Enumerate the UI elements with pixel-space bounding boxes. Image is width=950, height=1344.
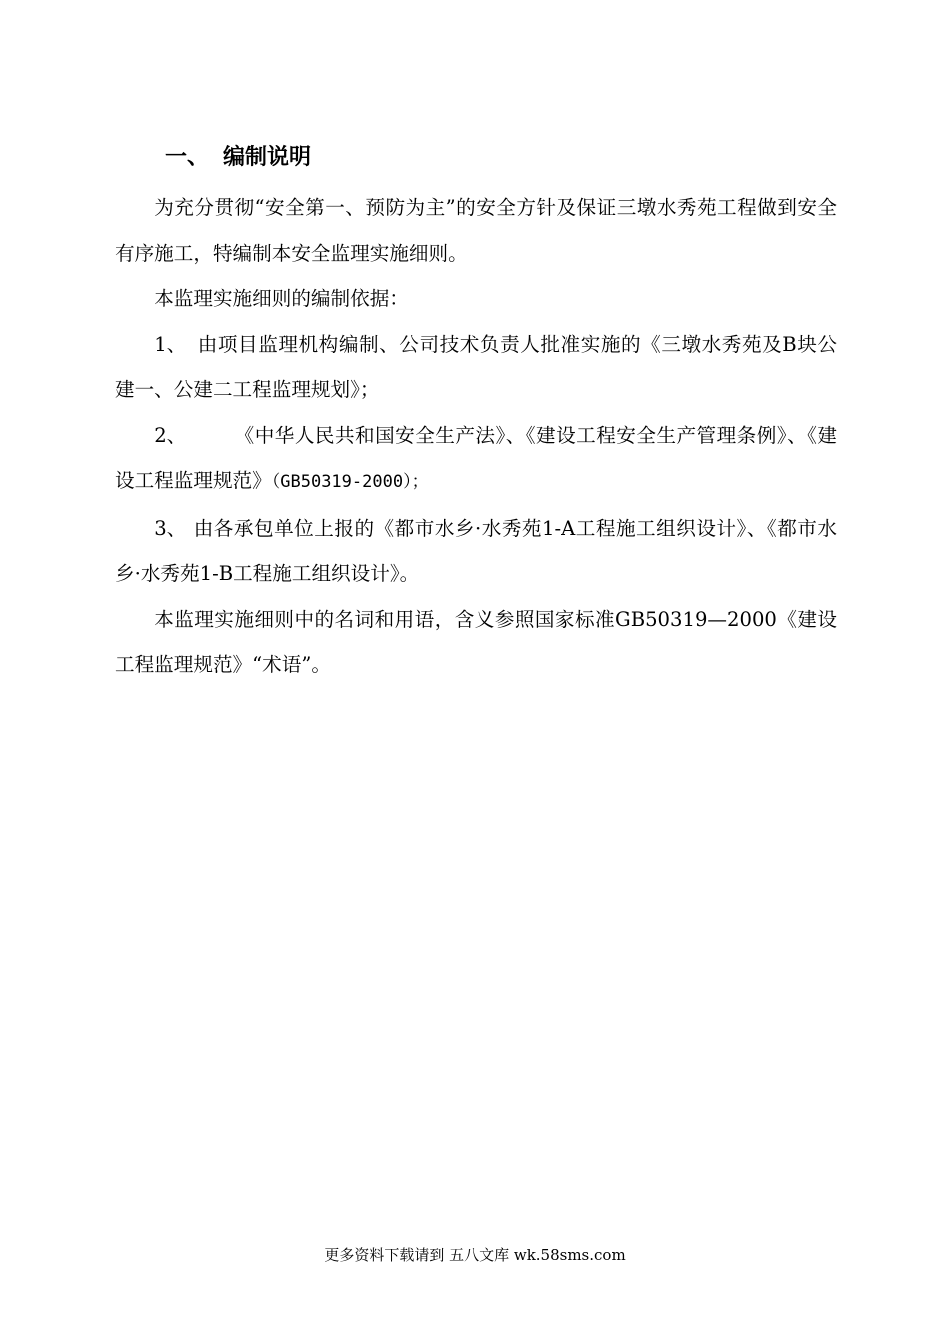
basis-item-standard-code: （GB50319-2000）； bbox=[271, 472, 429, 492]
closing-paragraph: 本监理实施细则中的名词和用语，含义参照国家标准GB50319—2000《建设工程监理规范》“术语”。 bbox=[115, 607, 837, 676]
basis-item-text: 由项目监理机构编制、公司技术负责人批准实施的《三墩水秀苑及B块公建一、公建二工程监理规划》； bbox=[115, 332, 837, 401]
basis-item-number: 2、 bbox=[154, 423, 187, 447]
basis-item-1 bbox=[115, 322, 837, 413]
document-body bbox=[115, 185, 837, 688]
intro-paragraph: 为充分贯彻“安全第一、预防为主”的安全方针及保证三墩水秀苑工程做到安全有序施工，特编制本安全监理实施细则。 bbox=[115, 196, 837, 265]
basis-lead-paragraph: 本监理实施细则的编制依据： bbox=[154, 287, 409, 310]
basis-item-text: 《中华人民共和国安全生产法》、《建设工程安全生产管理条例》、《建设工程监理规范》 bbox=[115, 423, 837, 492]
basis-item-3 bbox=[115, 506, 837, 597]
section-heading bbox=[165, 142, 311, 174]
basis-item-text: 由各承包单位上报的《都市水乡·水秀苑1-A工程施工组织设计》、《都市水乡·水秀苑1-B工程施工组织设计》。 bbox=[115, 516, 837, 585]
section-number: 一、 bbox=[165, 145, 210, 170]
section-title: 编制说明 bbox=[223, 145, 312, 170]
basis-item-number: 1、 bbox=[154, 332, 187, 356]
page-footer: 更多资料下载请到 五八文库 wk.58sms.com bbox=[324, 1246, 626, 1264]
basis-item-2 bbox=[115, 413, 837, 506]
basis-item-number: 3、 bbox=[154, 516, 187, 540]
